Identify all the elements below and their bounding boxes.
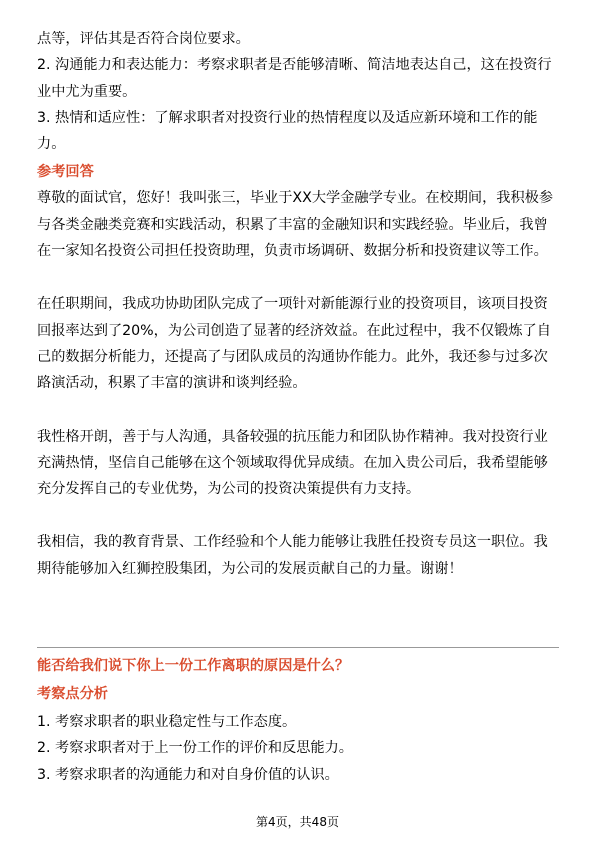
list-item-3-line-2: 力。 bbox=[37, 136, 66, 153]
list-item-2-line-1: 2. 沟通能力和表达能力：考察求职者是否能够清晰、简洁地表达自己，这在投资行 bbox=[37, 57, 552, 74]
paragraph-gap bbox=[37, 502, 562, 529]
page-number: 第4页，共48页 bbox=[256, 815, 339, 829]
analysis-heading: 考察点分析 bbox=[37, 686, 108, 702]
paragraph-line: 在一家知名投资公司担任投资助理，负责市场调研、数据分析和投资建议等工作。 bbox=[37, 243, 548, 260]
paragraph-gap bbox=[37, 264, 562, 291]
list-item-2-line-2: 业中尤为重要。 bbox=[37, 83, 137, 100]
paragraph-line: 回报率达到了20%，为公司创造了显著的经济效益。在此过程中，我不仅锻炼了自 bbox=[37, 322, 551, 339]
analysis-item-2: 2. 考察求职者对于上一份工作的评价和反思能力。 bbox=[37, 740, 353, 757]
answer-paragraph-4 bbox=[37, 529, 562, 582]
reference-answer-heading: 参考回答 bbox=[37, 164, 94, 181]
list-item-3-line-1: 3. 热情和适应性：了解求职者对投资行业的热情程度以及适应新环境和工作的能 bbox=[37, 109, 538, 126]
paragraph-line: 我相信，我的教育背景、工作经验和个人能力能够让我胜任投资专员这一职位。我 bbox=[37, 534, 548, 551]
section-divider bbox=[37, 647, 559, 648]
paragraph-line: 尊敬的面试官，您好！我叫张三，毕业于XX大学金融学专业。在校期间，我积极参 bbox=[37, 190, 554, 207]
paragraph-line: 充满热情，坚信自己能够在这个领域取得优异成绩。在加入贵公司后，我希望能够 bbox=[37, 454, 548, 471]
question-heading: 能否给我们说下你上一份工作离职的原因是什么？ bbox=[37, 658, 350, 674]
paragraph-line: 与各类金融类竞赛和实践活动，积累了丰富的金融知识和实践经验。毕业后，我曾 bbox=[37, 216, 548, 233]
paragraph-line: 期待能够加入红狮控股集团，为公司的发展贡献自己的力量。谢谢！ bbox=[37, 560, 463, 577]
paragraph-line: 己的数据分析能力，还提高了与团队成员的沟通协作能力。此外，我还参与过多次 bbox=[37, 348, 548, 365]
answer-paragraph-1 bbox=[37, 185, 562, 264]
analysis-item-3: 3. 考察求职者的沟通能力和对自身价值的认识。 bbox=[37, 766, 339, 783]
page-content bbox=[37, 26, 562, 582]
paragraph-line: 我性格开朗，善于与人沟通，具备较强的抗压能力和团队协作精神。我对投资行业 bbox=[37, 428, 548, 445]
analysis-item-1: 1. 考察求职者的职业稳定性与工作态度。 bbox=[37, 714, 297, 730]
list-item-1-continuation: 点等，评估其是否符合岗位要求。 bbox=[37, 31, 250, 47]
evaluation-list bbox=[37, 26, 562, 157]
paragraph-line: 路演活动，积累了丰富的演讲和谈判经验。 bbox=[37, 375, 307, 392]
answer-paragraph-3 bbox=[37, 424, 562, 503]
answer-paragraph-2 bbox=[37, 291, 562, 396]
paragraph-line: 在任职期间，我成功协助团队完成了一项针对新能源行业的投资项目，该项目投资 bbox=[37, 296, 548, 313]
paragraph-gap bbox=[37, 397, 562, 424]
paragraph-line: 充分发挥自己的专业优势，为公司的投资决策提供有力支持。 bbox=[37, 481, 421, 498]
analysis-section bbox=[37, 681, 562, 788]
